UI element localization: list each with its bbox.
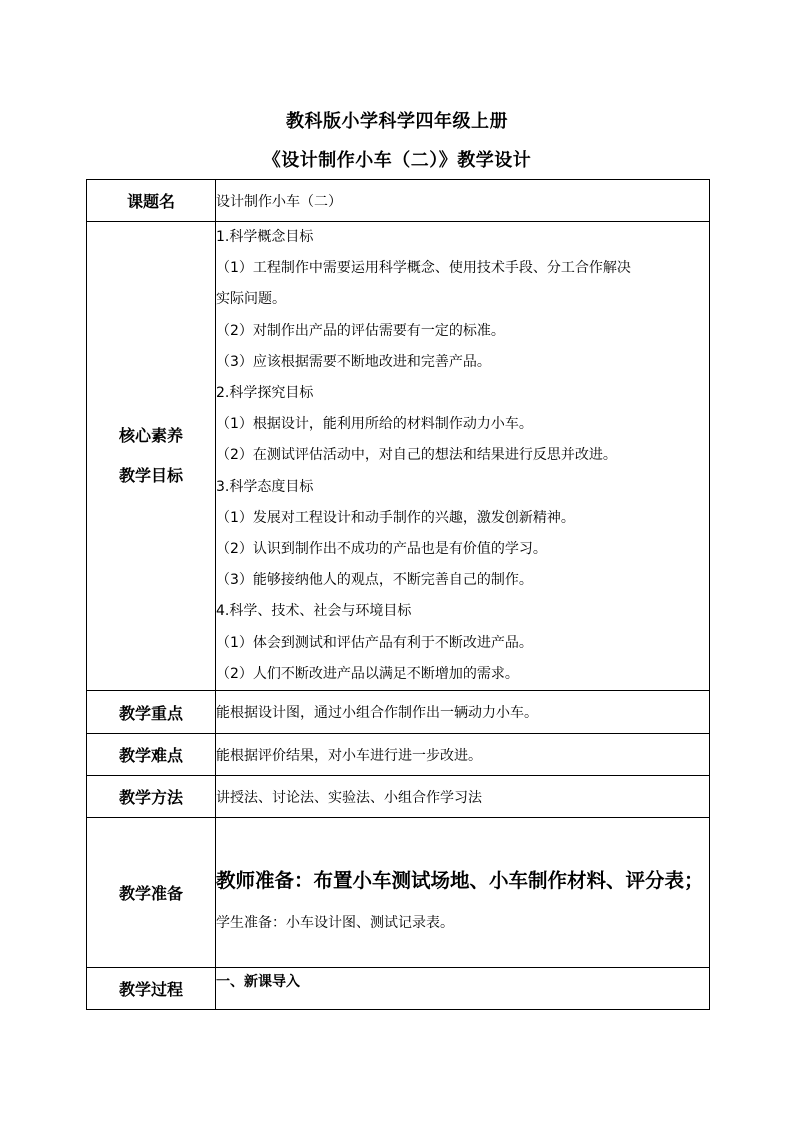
- topic-value: 设计制作小车（二）: [216, 180, 710, 222]
- key-points-label: 教学重点: [87, 691, 216, 734]
- goal-line: 2.科学探究目标: [216, 385, 314, 402]
- preparation-label: 教学准备: [87, 818, 216, 968]
- row-key-points: [87, 691, 710, 734]
- goal-line: （1）工程制作中需要运用科学概念、使用技术手段、分工合作解决: [216, 260, 631, 277]
- goal-line: （2）人们不断改进产品以满足不断增加的需求。: [216, 665, 519, 682]
- process-value: 一、新课导入: [216, 968, 710, 1010]
- methods-label: 教学方法: [87, 776, 216, 818]
- difficulties-value: 能根据评价结果，对小车进行进一步改进。: [216, 734, 710, 776]
- goal-line: （3）应该根据需要不断地改进和完善产品。: [216, 353, 491, 370]
- difficulties-label: 教学难点: [87, 734, 216, 776]
- goal-line: （1）发展对工程设计和动手制作的兴趣，激发创新精神。: [216, 509, 575, 526]
- topic-label: 课题名: [87, 180, 216, 222]
- goal-line: （1）根据设计，能利用所给的材料制作动力小车。: [216, 416, 533, 433]
- row-process: [87, 968, 710, 1010]
- lesson-plan-table: [86, 179, 710, 1010]
- key-points-value: 能根据设计图，通过小组合作制作出一辆动力小车。: [216, 691, 710, 734]
- goal-line: 实际问题。: [216, 291, 286, 308]
- goal-line: （3）能够接纳他人的观点，不断完善自己的制作。: [216, 572, 533, 589]
- row-topic: [87, 180, 710, 222]
- document-title: 教科版小学科学四年级上册: [286, 111, 508, 132]
- document-subtitle: 《设计制作小车（二）》教学设计: [262, 150, 532, 171]
- goals-content: [216, 222, 710, 691]
- goal-line: 1.科学概念目标: [216, 229, 314, 245]
- goal-line: 3.科学态度目标: [216, 478, 314, 495]
- row-methods: [87, 776, 710, 818]
- goals-label-line1: 核心素养: [118, 426, 183, 446]
- methods-value: 讲授法、讨论法、实验法、小组合作学习法: [216, 776, 710, 818]
- goal-line: （1）体会到测试和评估产品有利于不断改进产品。: [216, 634, 533, 651]
- process-label: 教学过程: [87, 968, 216, 1010]
- row-goals: [87, 222, 710, 691]
- goals-label-line2: 教学目标: [118, 466, 183, 486]
- row-difficulties: [87, 734, 710, 776]
- preparation-content: [216, 818, 710, 968]
- goal-line: 4.科学、技术、社会与环境目标: [216, 603, 412, 620]
- goal-line: （2）认识到制作出不成功的产品也是有价值的学习。: [216, 541, 547, 558]
- goal-line: （2）对制作出产品的评估需要有一定的标准。: [216, 322, 505, 339]
- goal-line: （2）在测试评估活动中，对自己的想法和结果进行反思并改进。: [216, 447, 617, 464]
- teacher-preparation: 教师准备：布置小车测试场地、小车制作材料、评分表；: [216, 869, 704, 893]
- row-preparation: [87, 818, 710, 968]
- goals-label: [87, 222, 216, 691]
- student-preparation: 学生准备：小车设计图、测试记录表。: [216, 915, 454, 932]
